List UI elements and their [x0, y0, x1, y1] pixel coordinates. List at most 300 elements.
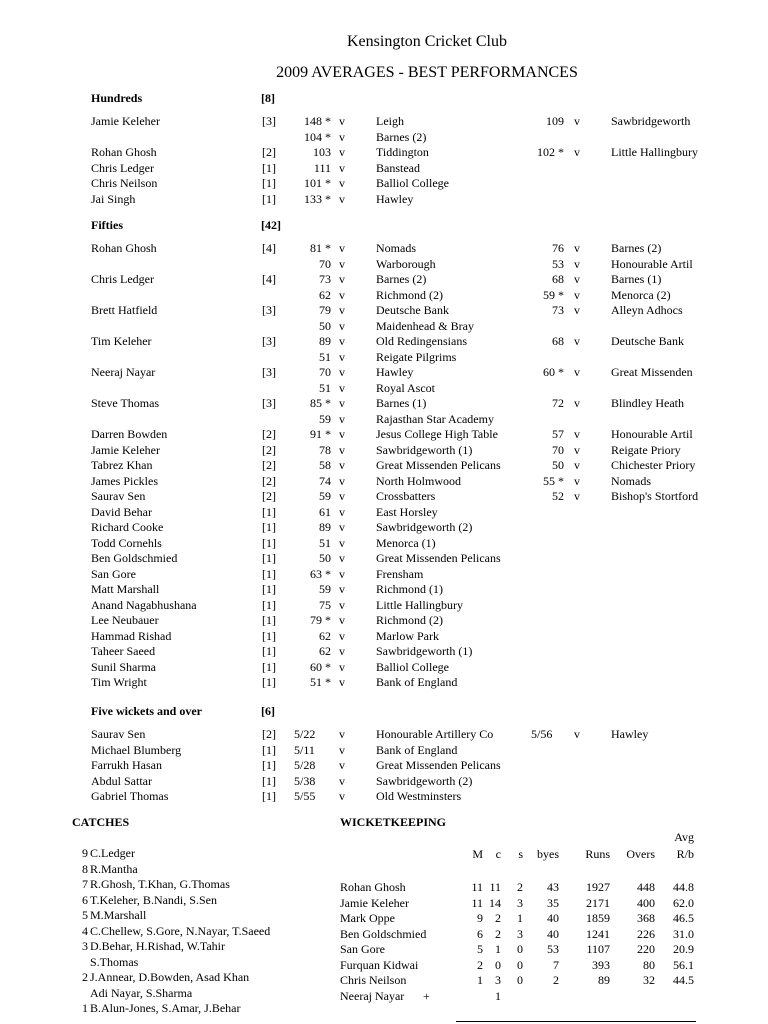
performance-count: [4]	[262, 272, 276, 286]
wk-m: 9	[477, 911, 483, 925]
wk-c: 2	[495, 911, 501, 925]
wk-s: 1	[517, 911, 523, 925]
score-2: 60 *	[543, 365, 564, 379]
bowling-figures: 5/22	[294, 727, 316, 741]
opponent-2: Barnes (2)	[611, 241, 662, 255]
wk-c: 0	[495, 957, 501, 972]
performance-count: [1]	[262, 566, 276, 581]
wk-header-s: s	[518, 847, 523, 861]
section-heading: Five wickets and over	[91, 704, 202, 718]
score: 85 *	[310, 396, 331, 410]
score: 89	[319, 520, 331, 534]
catch-count: 6	[82, 892, 88, 907]
opponent: Marlow Park	[376, 628, 439, 643]
opponent-2: Alleyn Adhocs	[611, 303, 683, 317]
versus: v	[339, 551, 345, 565]
opponent-2: Honourable Artil	[611, 256, 693, 271]
performance-count: [1]	[262, 789, 276, 803]
catch-players: R.Ghosh, T.Khan, G.Thomas	[90, 877, 230, 891]
wk-byes: 35	[547, 895, 559, 910]
wk-s: 0	[517, 973, 523, 987]
catch-count: 9	[82, 846, 88, 860]
player-name: Brett Hatfield	[91, 303, 158, 317]
opponent-2: Bishop's Stortford	[611, 489, 699, 503]
score: 59	[319, 582, 331, 596]
opponent: Menorca (1)	[376, 535, 436, 550]
bowling-figures: 5/11	[294, 742, 315, 757]
score-2: 68	[552, 334, 564, 348]
player-name: James Pickles	[91, 473, 158, 488]
keeper-name: San Gore	[340, 942, 385, 956]
keeper-name: Mark Oppe	[340, 911, 395, 925]
versus-2: v	[574, 427, 580, 441]
score-2: 72	[552, 396, 564, 410]
opponent-2: Barnes (1)	[611, 272, 662, 286]
player-name: Anand Nagabhushana	[91, 597, 197, 612]
wk-overs: 220	[637, 942, 655, 956]
opponent: Balliol College	[376, 176, 449, 190]
opponent: Richmond (1)	[376, 582, 443, 596]
wk-rb: 62.0	[673, 895, 694, 910]
score: 79	[319, 303, 331, 317]
versus: v	[339, 727, 345, 741]
performance-count: [2]	[262, 427, 276, 441]
wk-header-c: c	[495, 847, 501, 861]
versus: v	[339, 535, 345, 550]
catch-players: C.Ledger	[90, 846, 135, 860]
score: 70	[319, 256, 331, 271]
performance-count: [1]	[262, 628, 276, 643]
section-total: [42]	[261, 218, 281, 232]
player-name: Rohan Ghosh	[91, 145, 157, 159]
opponent: Jesus College High Table	[376, 427, 498, 441]
wk-runs: 1927	[586, 880, 610, 894]
opponent-2: Deutsche Bank	[611, 334, 684, 348]
opponent-2: Honourable Artil	[611, 427, 693, 441]
score: 70	[319, 365, 331, 379]
score-2: 59 *	[543, 287, 564, 302]
wk-c: 1	[495, 988, 501, 1003]
performance-count: [2]	[262, 489, 276, 503]
plus-marker: +	[423, 988, 430, 1003]
wk-rb: 20.9	[673, 942, 694, 956]
catch-count: 1	[82, 1001, 88, 1015]
opponent: Honourable Artillery Co	[376, 727, 494, 741]
opponent: Maidenhead & Bray	[376, 318, 474, 333]
keeper-name: Ben Goldschmied	[340, 926, 427, 941]
performance-count: [1]	[262, 659, 276, 674]
wk-byes: 7	[553, 957, 559, 972]
score: 104 *	[304, 129, 331, 144]
player-name: Chris Neilson	[91, 176, 158, 190]
wk-overs: 226	[637, 926, 655, 941]
opponent: Leigh	[376, 114, 404, 128]
versus: v	[339, 758, 345, 772]
opponent: Richmond (2)	[376, 613, 443, 627]
player-name: David Behar	[91, 504, 152, 519]
keeper-name: Jamie Keleher	[340, 895, 409, 910]
versus: v	[339, 272, 345, 286]
catch-players: J.Annear, D.Bowden, Asad Khan	[90, 970, 250, 984]
opponent: Deutsche Bank	[376, 303, 449, 317]
opponent-2: Reigate Priory	[611, 442, 681, 457]
versus: v	[339, 256, 345, 271]
catch-count: 7	[82, 877, 88, 891]
versus: v	[339, 334, 345, 348]
wk-runs: 89	[598, 973, 610, 987]
wk-s: 2	[517, 880, 523, 894]
versus: v	[339, 582, 345, 596]
score: 73	[319, 272, 331, 286]
wk-byes: 53	[547, 942, 559, 956]
section-total: [6]	[261, 704, 275, 718]
wk-byes: 40	[547, 926, 559, 941]
wk-m: 11	[471, 895, 483, 910]
performance-count: [1]	[262, 191, 276, 206]
score-2: 53	[552, 256, 564, 271]
versus: v	[339, 742, 345, 757]
versus: v	[339, 613, 345, 627]
score: 59	[319, 489, 331, 503]
opponent: East Horsley	[376, 504, 438, 519]
player-name: Farrukh Hasan	[91, 758, 162, 772]
versus: v	[339, 520, 345, 534]
versus-2: v	[574, 489, 580, 503]
performance-count: [3]	[262, 396, 276, 410]
score: 89	[319, 334, 331, 348]
versus: v	[339, 773, 345, 788]
versus-2: v	[574, 256, 580, 271]
performance-count: [2]	[262, 727, 276, 741]
opponent-2: Sawbridgeworth	[611, 114, 691, 128]
versus: v	[339, 160, 345, 175]
player-name: Taheer Saeed	[91, 644, 156, 658]
opponent: Frensham	[376, 566, 424, 581]
versus: v	[339, 427, 345, 441]
table-rule	[456, 1021, 696, 1022]
versus-2: v	[574, 365, 580, 379]
wk-m: 6	[477, 926, 483, 941]
player-name: Chris Ledger	[91, 272, 154, 286]
score: 74	[319, 473, 331, 488]
catch-count: 4	[82, 923, 88, 938]
versus: v	[339, 504, 345, 519]
wk-byes: 40	[547, 911, 559, 925]
versus: v	[339, 566, 345, 581]
wk-overs: 80	[643, 957, 655, 972]
versus: v	[339, 349, 345, 364]
versus-2: v	[574, 272, 580, 286]
player-name: Neeraj Nayar	[91, 365, 156, 379]
versus: v	[339, 191, 345, 206]
opponent: Bank of England	[376, 742, 458, 757]
wk-s: 3	[517, 895, 523, 910]
player-name: Richard Cooke	[91, 520, 164, 534]
versus-2: v	[574, 145, 580, 159]
versus: v	[339, 241, 345, 255]
catch-count: 3	[82, 939, 88, 953]
opponent: Nomads	[376, 241, 416, 255]
versus: v	[339, 659, 345, 674]
opponent: Great Missenden Pelicans	[376, 551, 501, 565]
wk-s: 0	[517, 957, 523, 972]
opponent-2: Blindley Heath	[611, 396, 684, 410]
player-name: Tabrez Khan	[91, 458, 153, 472]
opponent: Tiddington	[376, 145, 429, 159]
keeper-name: Rohan Ghosh	[340, 880, 406, 894]
score-2: 52	[552, 489, 564, 503]
player-name: Rohan Ghosh	[91, 241, 157, 255]
wk-overs: 400	[637, 895, 655, 910]
bowling-figures: 5/28	[294, 758, 316, 772]
performance-count: [1]	[262, 535, 276, 550]
catch-players: D.Behar, H.Rishad, W.Tahir	[90, 939, 225, 953]
catch-players: M.Marshall	[90, 908, 147, 922]
wk-header-overs: Overs	[626, 847, 655, 861]
wk-header-byes: byes	[537, 847, 559, 861]
wk-header-runs: Runs	[585, 847, 610, 861]
wk-m: 11	[471, 880, 483, 894]
versus: v	[339, 114, 345, 128]
catch-players: R.Mantha	[90, 861, 138, 876]
score: 81 *	[310, 241, 331, 255]
score-2: 73	[552, 303, 564, 317]
score: 103	[313, 145, 331, 159]
wk-m: 2	[477, 957, 483, 972]
avg-header: Avg	[674, 830, 694, 844]
score: 50	[319, 318, 331, 333]
wk-s: 3	[517, 926, 523, 941]
opponent: Balliol College	[376, 659, 449, 674]
section-total: [8]	[261, 91, 275, 105]
wk-runs: 1107	[586, 942, 610, 956]
wk-overs: 448	[637, 880, 655, 894]
keeper-name: Neeraj Nayar	[340, 988, 405, 1003]
versus: v	[339, 287, 345, 302]
score: 78	[319, 442, 331, 457]
score: 148 *	[304, 114, 331, 128]
versus: v	[339, 458, 345, 472]
versus: v	[339, 644, 345, 658]
versus-2: v	[574, 396, 580, 410]
wk-rb: 44.8	[673, 880, 694, 894]
player-name: Abdul Sattar	[91, 773, 152, 788]
performance-count: [2]	[262, 473, 276, 488]
wk-runs: 1241	[586, 926, 610, 941]
score-2: 50	[552, 458, 564, 472]
keeper-name: Chris Neilson	[340, 973, 407, 987]
keeper-name: Furquan Kidwai	[340, 957, 419, 972]
player-name: Gabriel Thomas	[91, 789, 169, 803]
wk-overs: 368	[637, 911, 655, 925]
player-name: Jamie Keleher	[91, 114, 160, 128]
opponent: Old Westminsters	[376, 789, 462, 803]
score: 79 *	[310, 613, 331, 627]
score: 59	[319, 411, 331, 426]
versus: v	[339, 442, 345, 457]
versus: v	[339, 489, 345, 503]
opponent: Old Redingensians	[376, 334, 467, 348]
performance-count: [1]	[262, 176, 276, 190]
opponent: Barnes (2)	[376, 272, 427, 286]
wk-overs: 32	[643, 973, 655, 987]
opponent: Banstead	[376, 160, 420, 175]
versus: v	[339, 597, 345, 612]
player-name: Ben Goldschmied	[91, 551, 178, 565]
versus-2: v	[574, 114, 580, 128]
wk-c: 1	[495, 942, 501, 956]
performance-count: [4]	[262, 241, 276, 255]
opponent: Hawley	[376, 191, 414, 206]
wk-rb: 31.0	[673, 926, 694, 941]
versus: v	[339, 473, 345, 488]
versus-2: v	[574, 442, 580, 457]
performance-count: [1]	[262, 504, 276, 519]
opponent: Great Missenden Pelicans	[376, 458, 501, 472]
catch-players: Adi Nayar, S.Sharma	[90, 985, 193, 1000]
performance-count: [1]	[262, 160, 276, 175]
versus-2: v	[574, 241, 580, 255]
score: 101 *	[304, 176, 331, 190]
player-name: Saurav Sen	[91, 727, 146, 741]
player-name: Chris Ledger	[91, 160, 154, 175]
wk-byes: 2	[553, 973, 559, 987]
score: 51	[319, 349, 331, 364]
opponent-2: Little Hallingbury	[611, 145, 698, 159]
wicketkeeping-heading: WICKETKEEPING	[340, 815, 447, 829]
player-name: Lee Neubauer	[91, 613, 159, 627]
wk-rb: 56.1	[673, 957, 694, 972]
player-name: Jamie Keleher	[91, 442, 160, 457]
performance-count: [2]	[262, 145, 276, 159]
performance-count: [1]	[262, 613, 276, 627]
player-name: Steve Thomas	[91, 396, 160, 410]
score: 50	[319, 551, 331, 565]
wk-header-rb: R/b	[676, 847, 694, 861]
wk-c: 3	[495, 973, 501, 987]
versus: v	[339, 365, 345, 379]
catch-count: 5	[82, 908, 88, 922]
score: 61	[319, 504, 331, 519]
catch-players: C.Chellew, S.Gore, N.Nayar, T.Saeed	[90, 923, 271, 938]
versus-2: v	[574, 287, 580, 302]
score: 60 *	[310, 659, 331, 674]
performance-count: [2]	[262, 458, 276, 472]
score: 62	[319, 287, 331, 302]
score: 91 *	[310, 427, 331, 441]
versus-2: v	[574, 458, 580, 472]
opponent-2: Chichester Priory	[611, 458, 696, 472]
score-2: 102 *	[537, 145, 564, 159]
page-title: Kensington Cricket Club	[347, 33, 507, 50]
versus: v	[339, 303, 345, 317]
versus: v	[339, 396, 345, 410]
score-2: 109	[546, 114, 564, 128]
wk-s: 0	[517, 942, 523, 956]
performance-count: [3]	[262, 365, 276, 379]
opponent: Hawley	[376, 365, 414, 379]
player-name: Jai Singh	[91, 191, 136, 206]
versus-2: v	[574, 727, 580, 741]
score: 111	[313, 160, 331, 175]
catch-count: 2	[82, 970, 88, 984]
performance-count: [2]	[262, 442, 276, 457]
opponent: Little Hallingbury	[376, 597, 463, 612]
wk-rb: 46.5	[673, 911, 694, 925]
versus: v	[339, 628, 345, 643]
performance-count: [1]	[262, 597, 276, 612]
player-name: Matt Marshall	[91, 582, 160, 596]
performance-count: [1]	[262, 758, 276, 772]
performance-count: [3]	[262, 303, 276, 317]
section-heading: Hundreds	[91, 91, 143, 105]
versus: v	[339, 129, 345, 144]
opponent: Great Missenden Pelicans	[376, 758, 501, 772]
versus-2: v	[574, 334, 580, 348]
versus: v	[339, 411, 345, 426]
score: 75	[319, 597, 331, 612]
versus: v	[339, 176, 345, 190]
wk-runs: 393	[592, 957, 610, 972]
wk-byes: 43	[547, 880, 559, 894]
opponent-2: Menorca (2)	[611, 287, 671, 302]
bowling-figures: 5/55	[294, 789, 316, 803]
performance-count: [1]	[262, 582, 276, 596]
wk-c: 14	[489, 895, 501, 910]
performance-count: [1]	[262, 742, 276, 757]
opponent: Sawbridgeworth (1)	[376, 644, 473, 658]
performance-count: [1]	[262, 520, 276, 534]
wk-runs: 1859	[586, 911, 610, 925]
bowling-figures-2: 5/56	[531, 727, 553, 741]
wk-m: 1	[477, 973, 483, 987]
player-name: Hammad Rishad	[91, 628, 172, 643]
opponent: Bank of England	[376, 675, 458, 689]
catch-players: S.Thomas	[90, 954, 139, 969]
score: 51	[319, 380, 331, 395]
bowling-figures: 5/38	[294, 773, 316, 788]
section-heading: Fifties	[91, 218, 123, 232]
performance-count: [1]	[262, 644, 276, 658]
catch-count: 8	[82, 861, 88, 876]
player-name: San Gore	[91, 566, 136, 581]
versus: v	[339, 380, 345, 395]
performance-count: [1]	[262, 773, 276, 788]
performance-count: [1]	[262, 551, 276, 565]
wk-runs: 2171	[586, 895, 610, 910]
versus-2: v	[574, 303, 580, 317]
opponent: Sawbridgeworth (2)	[376, 520, 473, 534]
versus: v	[339, 789, 345, 803]
opponent: Sawbridgeworth (2)	[376, 773, 473, 788]
wk-c: 2	[495, 926, 501, 941]
opponent: Warborough	[376, 256, 436, 271]
opponent-2: Great Missenden	[611, 365, 693, 379]
opponent: Reigate Pilgrims	[376, 349, 457, 364]
opponent-2: Nomads	[611, 473, 651, 488]
opponent: Richmond (2)	[376, 287, 443, 302]
opponent: Barnes (2)	[376, 129, 427, 144]
score: 58	[319, 458, 331, 472]
score: 51 *	[310, 675, 331, 689]
catch-players: T.Keleher, B.Nandi, S.Sen	[90, 892, 217, 907]
opponent-2: Hawley	[611, 727, 649, 741]
score: 62	[319, 644, 331, 658]
score-2: 55 *	[543, 473, 564, 488]
player-name: Tim Keleher	[91, 334, 152, 348]
player-name: Saurav Sen	[91, 489, 146, 503]
versus: v	[339, 145, 345, 159]
